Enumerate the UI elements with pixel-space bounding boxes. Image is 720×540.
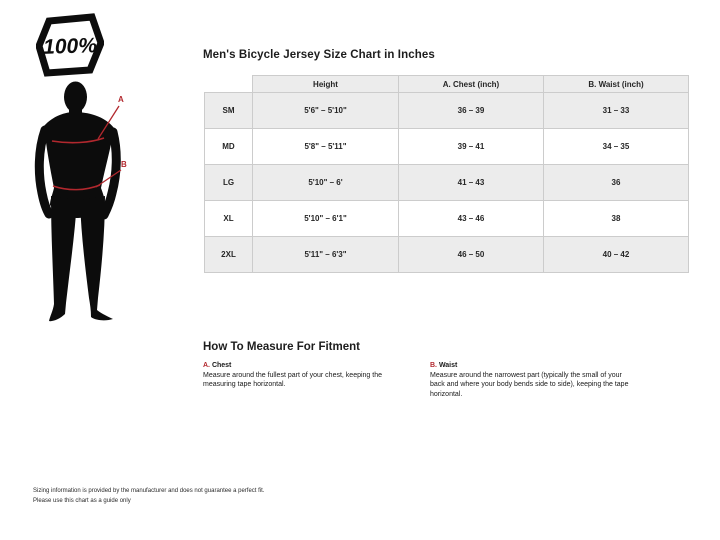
size-chart-table-container bbox=[204, 75, 688, 273]
size-cell: MD bbox=[205, 129, 253, 165]
height-cell: 5'11" – 6'3" bbox=[253, 237, 399, 273]
table-row-sm bbox=[205, 93, 689, 129]
marker-a-label: A bbox=[118, 95, 124, 104]
chest-cell: 41 – 43 bbox=[399, 165, 544, 201]
waist-cell: 31 – 33 bbox=[544, 93, 689, 129]
chest-cell: 46 – 50 bbox=[399, 237, 544, 273]
waist-cell: 36 bbox=[544, 165, 689, 201]
measure-letter-a: A. bbox=[203, 362, 210, 369]
height-cell: 5'10" – 6'1" bbox=[253, 201, 399, 237]
measure-text-chest: Measure around the fullest part of your chest, keeping the measuring tape horizontal. bbox=[203, 372, 382, 389]
measure-heading: How To Measure For Fitment bbox=[203, 341, 360, 353]
corner-cell bbox=[205, 76, 253, 93]
logo-text: 100% bbox=[42, 34, 98, 59]
body-measurement-figure bbox=[25, 78, 137, 330]
hexagon-badge-icon bbox=[36, 13, 104, 78]
chest-cell: 43 – 46 bbox=[399, 201, 544, 237]
column-header-height: Height bbox=[253, 76, 399, 93]
measure-item-chest bbox=[203, 362, 393, 390]
height-cell: 5'6" – 5'10" bbox=[253, 93, 399, 129]
footer-disclaimer bbox=[33, 487, 264, 507]
table-row-lg bbox=[205, 165, 689, 201]
measure-label-chest bbox=[203, 362, 393, 369]
height-cell: 5'10" – 6' bbox=[253, 165, 399, 201]
table-row-2xl bbox=[205, 237, 689, 273]
column-header-chest: A. Chest (inch) bbox=[399, 76, 544, 93]
column-header-waist: B. Waist (inch) bbox=[544, 76, 689, 93]
size-cell: SM bbox=[205, 93, 253, 129]
waist-cell: 40 – 42 bbox=[544, 237, 689, 273]
brand-logo bbox=[36, 13, 104, 78]
male-silhouette-icon bbox=[25, 78, 137, 330]
footer-line-2: Please use this chart as a guide only bbox=[33, 497, 131, 504]
waist-cell: 34 – 35 bbox=[544, 129, 689, 165]
page-title: Men's Bicycle Jersey Size Chart in Inches bbox=[203, 49, 435, 61]
measure-letter-b: B. bbox=[430, 362, 437, 369]
table-header-row bbox=[205, 76, 689, 93]
measure-section bbox=[203, 341, 673, 422]
marker-b-label: B bbox=[121, 160, 127, 169]
footer-line-1: Sizing information is provided by the manufacturer and does not guarantee a perfect fit. bbox=[33, 488, 265, 494]
measure-label-waist bbox=[430, 362, 635, 369]
chest-cell: 36 – 39 bbox=[399, 93, 544, 129]
size-chart-table bbox=[204, 75, 689, 273]
size-cell: XL bbox=[205, 201, 253, 237]
height-cell: 5'8" – 5'11" bbox=[253, 129, 399, 165]
measure-label-chest-text: Chest bbox=[210, 362, 232, 369]
table-row-xl bbox=[205, 201, 689, 237]
size-cell: 2XL bbox=[205, 237, 253, 273]
measure-text-waist: Measure around the narrowest part (typically the small of your back and where your body bends side to side), keeping the tape horizontal. bbox=[430, 372, 629, 398]
measure-item-waist bbox=[430, 362, 635, 399]
table-row-md bbox=[205, 129, 689, 165]
size-cell: LG bbox=[205, 165, 253, 201]
waist-cell: 38 bbox=[544, 201, 689, 237]
chest-cell: 39 – 41 bbox=[399, 129, 544, 165]
measure-label-waist-text: Waist bbox=[437, 362, 458, 369]
